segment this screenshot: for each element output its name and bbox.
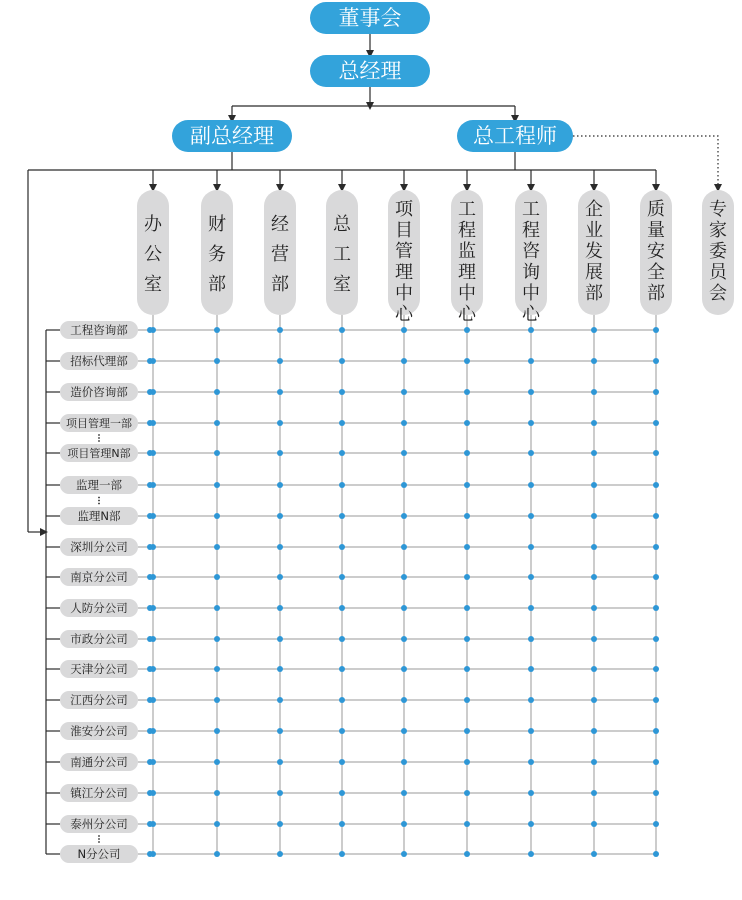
department-label bbox=[144, 214, 163, 295]
grid-dot bbox=[147, 697, 153, 703]
top-node-ce bbox=[457, 120, 573, 152]
department-supervision_center bbox=[451, 190, 483, 325]
grid-dot bbox=[277, 450, 283, 456]
grid-dot bbox=[401, 790, 407, 796]
unit-9 bbox=[60, 599, 138, 617]
top-node-dgm bbox=[172, 120, 292, 152]
grid-dot bbox=[339, 574, 345, 580]
department-label bbox=[271, 214, 289, 295]
grid-dot bbox=[464, 482, 470, 488]
department-label bbox=[333, 214, 352, 295]
department-label bbox=[395, 199, 414, 325]
grid-dot bbox=[653, 574, 659, 580]
top-node-label: 董事会 bbox=[338, 6, 402, 30]
department-label-char: 监 bbox=[458, 241, 476, 262]
grid-dot bbox=[214, 605, 220, 611]
unit-11 bbox=[60, 660, 138, 678]
grid-dot bbox=[653, 358, 659, 364]
department-label-char: 工 bbox=[333, 244, 351, 265]
grid-dot bbox=[653, 790, 659, 796]
grid-dot bbox=[277, 513, 283, 519]
grid-dot bbox=[214, 790, 220, 796]
grid-dot bbox=[653, 420, 659, 426]
grid-dot bbox=[147, 636, 153, 642]
grid-dot bbox=[277, 327, 283, 333]
department-label-char: 中 bbox=[522, 283, 540, 304]
grid-dot bbox=[147, 790, 153, 796]
unit-17 bbox=[60, 845, 138, 863]
grid-dot bbox=[401, 636, 407, 642]
department-label bbox=[458, 199, 477, 325]
ellipsis-dot bbox=[98, 841, 100, 843]
grid-dot bbox=[214, 450, 220, 456]
grid-dot bbox=[591, 759, 597, 765]
grid-dot bbox=[277, 759, 283, 765]
unit-5 bbox=[60, 476, 138, 504]
department-pm_center bbox=[388, 190, 420, 325]
ellipsis-dot bbox=[98, 497, 100, 499]
grid-dot bbox=[591, 482, 597, 488]
department-office bbox=[137, 190, 169, 315]
grid-dot bbox=[147, 574, 153, 580]
grid-dot bbox=[147, 450, 153, 456]
grid-dot bbox=[147, 482, 153, 488]
grid-dot bbox=[214, 327, 220, 333]
grid-dot bbox=[277, 636, 283, 642]
grid-dot bbox=[147, 666, 153, 672]
grid-dot bbox=[277, 420, 283, 426]
grid-dot bbox=[464, 544, 470, 550]
grid-dot bbox=[653, 851, 659, 857]
grid-dot bbox=[339, 666, 345, 672]
grid-dot bbox=[277, 544, 283, 550]
grid-dot bbox=[401, 420, 407, 426]
grid-dot bbox=[147, 327, 153, 333]
department-label-char: 心 bbox=[395, 304, 413, 325]
department-label-char: 工 bbox=[522, 199, 540, 220]
grid-dot bbox=[591, 327, 597, 333]
unit-label: 项目管理一部 bbox=[66, 417, 132, 430]
department-consulting_center bbox=[515, 190, 547, 325]
department-label-char: 室 bbox=[144, 274, 162, 295]
top-node-label: 总工程师 bbox=[473, 124, 557, 148]
grid-dot bbox=[464, 513, 470, 519]
grid-dot bbox=[464, 605, 470, 611]
grid-dot bbox=[653, 327, 659, 333]
department-label bbox=[522, 199, 541, 325]
unit-label: 监理一部 bbox=[76, 478, 122, 492]
department-label-char: 务 bbox=[208, 244, 226, 265]
unit-label: 市政分公司 bbox=[70, 632, 128, 646]
grid-dot bbox=[464, 821, 470, 827]
unit-7 bbox=[60, 538, 138, 556]
grid-dot bbox=[339, 358, 345, 364]
grid-dot bbox=[339, 513, 345, 519]
grid-dot bbox=[401, 728, 407, 734]
department-label-char: 咨 bbox=[522, 241, 540, 262]
department-quality_safety bbox=[640, 190, 672, 315]
unit-label: 淮安分公司 bbox=[70, 724, 128, 738]
grid-dot bbox=[147, 544, 153, 550]
unit-label: 项目管理N部 bbox=[67, 447, 131, 460]
department-label-char: 管 bbox=[395, 241, 413, 262]
department-label bbox=[647, 199, 665, 304]
unit-label: 深圳分公司 bbox=[70, 540, 128, 554]
unit-2 bbox=[60, 383, 138, 401]
grid-dot bbox=[591, 636, 597, 642]
grid-dot bbox=[214, 420, 220, 426]
unit-label: 镇江分公司 bbox=[70, 786, 128, 800]
department-label-char: 心 bbox=[522, 304, 540, 325]
unit-label: 南通分公司 bbox=[70, 755, 128, 769]
department-label-char: 询 bbox=[522, 262, 540, 283]
grid-dot bbox=[528, 389, 534, 395]
unit-label: 泰州分公司 bbox=[70, 817, 128, 831]
department-label-char: 理 bbox=[458, 262, 476, 283]
unit-label: 招标代理部 bbox=[70, 354, 128, 368]
grid-dot bbox=[214, 544, 220, 550]
grid-dot bbox=[653, 450, 659, 456]
unit-8 bbox=[60, 568, 138, 586]
grid-dot bbox=[591, 605, 597, 611]
unit-label: 造价咨询部 bbox=[70, 385, 128, 399]
department-label-char: 量 bbox=[647, 220, 665, 241]
grid-dot bbox=[528, 544, 534, 550]
grid-dot bbox=[277, 821, 283, 827]
grid-dot bbox=[147, 759, 153, 765]
unit-label: 人防分公司 bbox=[70, 601, 128, 615]
grid-dot bbox=[528, 358, 534, 364]
grid-dot bbox=[339, 327, 345, 333]
grid-dot bbox=[464, 851, 470, 857]
grid-dot bbox=[277, 482, 283, 488]
grid-dot bbox=[653, 544, 659, 550]
top-node-label: 副总经理 bbox=[190, 124, 274, 148]
grid-dot bbox=[528, 728, 534, 734]
grid-dot bbox=[528, 482, 534, 488]
grid-dot bbox=[277, 666, 283, 672]
grid-dot bbox=[528, 666, 534, 672]
grid-dot bbox=[464, 450, 470, 456]
department-label-char: 员 bbox=[709, 262, 727, 283]
grid-dot bbox=[464, 728, 470, 734]
top-node-label: 总经理 bbox=[338, 59, 402, 83]
grid-dot bbox=[528, 821, 534, 827]
grid-dot bbox=[528, 574, 534, 580]
unit-3 bbox=[60, 414, 138, 442]
grid-dot bbox=[528, 513, 534, 519]
grid-dot bbox=[147, 605, 153, 611]
ellipsis-dot bbox=[98, 434, 100, 436]
department-label-char: 全 bbox=[647, 262, 665, 283]
grid-dot bbox=[464, 697, 470, 703]
grid-dot bbox=[464, 666, 470, 672]
grid-dot bbox=[464, 790, 470, 796]
grid-dot bbox=[277, 697, 283, 703]
grid-dot bbox=[591, 544, 597, 550]
grid-dot bbox=[147, 851, 153, 857]
grid-dot bbox=[528, 790, 534, 796]
unit-label: 江西分公司 bbox=[70, 693, 128, 707]
ellipsis-dot bbox=[98, 838, 100, 840]
department-expert_committee bbox=[702, 190, 734, 315]
unit-label: 监理N部 bbox=[77, 509, 121, 523]
grid-dot bbox=[214, 666, 220, 672]
department-label-char: 部 bbox=[271, 274, 289, 295]
department-label-char: 工 bbox=[458, 199, 476, 220]
department-label-char: 公 bbox=[144, 244, 162, 265]
ellipsis-dot bbox=[98, 440, 100, 442]
grid-dot bbox=[528, 697, 534, 703]
grid-dot bbox=[464, 636, 470, 642]
department-label-char: 目 bbox=[395, 220, 413, 241]
department-label bbox=[208, 214, 226, 295]
department-label-char: 部 bbox=[585, 283, 603, 304]
grid-dot bbox=[653, 389, 659, 395]
grid-dot bbox=[147, 389, 153, 395]
grid-dot bbox=[591, 790, 597, 796]
grid-dot bbox=[214, 482, 220, 488]
grid-dot bbox=[147, 728, 153, 734]
grid-dot bbox=[401, 327, 407, 333]
grid-dot bbox=[214, 574, 220, 580]
grid-dot bbox=[214, 821, 220, 827]
grid-dot bbox=[147, 420, 153, 426]
department-label-char: 程 bbox=[458, 220, 476, 241]
department-label-char: 办 bbox=[144, 214, 162, 235]
department-label-char: 理 bbox=[395, 262, 413, 283]
unit-1 bbox=[60, 352, 138, 370]
ellipsis-dot bbox=[98, 835, 100, 837]
department-label-char: 营 bbox=[271, 244, 289, 265]
grid-dot bbox=[591, 697, 597, 703]
grid-dot bbox=[401, 821, 407, 827]
unit-label: 天津分公司 bbox=[70, 662, 128, 676]
grid-dot bbox=[339, 759, 345, 765]
unit-nodes bbox=[60, 321, 138, 863]
department-label-char: 安 bbox=[647, 241, 665, 262]
department-engineering_office bbox=[326, 190, 358, 315]
grid-dot bbox=[339, 605, 345, 611]
grid-dot bbox=[591, 728, 597, 734]
unit-0 bbox=[60, 321, 138, 339]
grid-dot bbox=[277, 790, 283, 796]
department-label-char: 企 bbox=[585, 199, 603, 220]
grid-dot bbox=[277, 728, 283, 734]
grid-dot bbox=[401, 544, 407, 550]
grid-dot bbox=[214, 513, 220, 519]
grid-dot bbox=[528, 851, 534, 857]
grid-dot bbox=[147, 821, 153, 827]
ellipsis-dot bbox=[98, 437, 100, 439]
department-enterprise_dev bbox=[578, 190, 610, 315]
grid-dot bbox=[401, 482, 407, 488]
grid-dot bbox=[401, 358, 407, 364]
department-label-char: 业 bbox=[585, 220, 603, 241]
grid-dot bbox=[464, 759, 470, 765]
grid-dot bbox=[653, 759, 659, 765]
grid-dot bbox=[339, 697, 345, 703]
grid-dot bbox=[214, 358, 220, 364]
grid-dot bbox=[401, 666, 407, 672]
grid-dot bbox=[464, 389, 470, 395]
department-label-char: 发 bbox=[585, 241, 603, 262]
grid-dot bbox=[464, 574, 470, 580]
unit-label: 工程咨询部 bbox=[70, 323, 128, 337]
grid-dot bbox=[339, 636, 345, 642]
grid-dot bbox=[528, 759, 534, 765]
grid-dot bbox=[277, 358, 283, 364]
department-label-char: 家 bbox=[709, 220, 727, 241]
grid-dot bbox=[401, 574, 407, 580]
grid-dot bbox=[401, 389, 407, 395]
grid-dot bbox=[528, 636, 534, 642]
grid-dot bbox=[339, 450, 345, 456]
grid-dot bbox=[277, 389, 283, 395]
matrix-grid bbox=[46, 315, 656, 854]
department-label-char: 专 bbox=[709, 199, 727, 220]
unit-10 bbox=[60, 630, 138, 648]
grid-dot bbox=[591, 666, 597, 672]
expert-committee-dotted-line bbox=[573, 136, 718, 188]
department-label-char: 中 bbox=[395, 283, 413, 304]
grid-dot bbox=[653, 482, 659, 488]
top-node-gm bbox=[310, 55, 430, 87]
grid-dot bbox=[339, 790, 345, 796]
grid-dot bbox=[591, 450, 597, 456]
unit-16 bbox=[60, 815, 138, 843]
department-label bbox=[585, 199, 603, 304]
unit-label: N分公司 bbox=[77, 847, 121, 861]
department-label-char: 部 bbox=[647, 283, 665, 304]
department-business bbox=[264, 190, 296, 315]
department-label-char: 总 bbox=[333, 214, 351, 235]
grid-dot bbox=[147, 358, 153, 364]
grid-dot bbox=[401, 513, 407, 519]
grid-dot bbox=[401, 450, 407, 456]
department-label-char: 程 bbox=[522, 220, 540, 241]
department-nodes bbox=[137, 190, 734, 325]
grid-dot bbox=[653, 697, 659, 703]
department-label-char: 财 bbox=[208, 214, 226, 235]
grid-dot bbox=[591, 574, 597, 580]
unit-15 bbox=[60, 784, 138, 802]
grid-dot bbox=[591, 389, 597, 395]
grid-dot bbox=[591, 513, 597, 519]
ellipsis-dot bbox=[98, 500, 100, 502]
grid-dot bbox=[401, 605, 407, 611]
grid-dot bbox=[653, 666, 659, 672]
department-label-char: 心 bbox=[458, 304, 476, 325]
grid-dot bbox=[339, 420, 345, 426]
grid-dot bbox=[653, 605, 659, 611]
department-label-char: 中 bbox=[458, 283, 476, 304]
department-label bbox=[709, 199, 729, 304]
department-label-char: 项 bbox=[395, 199, 413, 220]
grid-dot bbox=[214, 697, 220, 703]
department-label-char: 委 bbox=[709, 241, 727, 262]
grid-dot bbox=[214, 636, 220, 642]
unit-14 bbox=[60, 753, 138, 771]
grid-dot bbox=[591, 420, 597, 426]
grid-dot bbox=[464, 420, 470, 426]
unit-4 bbox=[60, 444, 138, 462]
grid-dot bbox=[339, 821, 345, 827]
grid-dot bbox=[653, 636, 659, 642]
grid-dots bbox=[147, 327, 659, 857]
grid-dot bbox=[214, 389, 220, 395]
ellipsis-dot bbox=[98, 503, 100, 505]
grid-dot bbox=[653, 513, 659, 519]
department-label-char: 部 bbox=[208, 274, 226, 295]
grid-dot bbox=[339, 728, 345, 734]
grid-dot bbox=[528, 605, 534, 611]
grid-dot bbox=[528, 420, 534, 426]
leadership-nodes bbox=[172, 2, 573, 152]
grid-dot bbox=[339, 851, 345, 857]
department-label-char: 会 bbox=[709, 283, 727, 304]
unit-6 bbox=[60, 507, 138, 525]
unit-label: 南京分公司 bbox=[70, 570, 128, 584]
grid-dot bbox=[401, 697, 407, 703]
department-label-char: 室 bbox=[333, 274, 351, 295]
grid-dot bbox=[528, 450, 534, 456]
grid-dot bbox=[591, 851, 597, 857]
grid-dot bbox=[591, 358, 597, 364]
unit-12 bbox=[60, 691, 138, 709]
grid-dot bbox=[401, 759, 407, 765]
grid-dot bbox=[653, 821, 659, 827]
grid-dot bbox=[339, 482, 345, 488]
grid-dot bbox=[464, 327, 470, 333]
grid-dot bbox=[339, 389, 345, 395]
grid-dot bbox=[214, 728, 220, 734]
grid-dot bbox=[214, 759, 220, 765]
grid-dot bbox=[277, 851, 283, 857]
department-label-char: 经 bbox=[271, 214, 289, 235]
department-finance bbox=[201, 190, 233, 315]
grid-dot bbox=[528, 327, 534, 333]
top-node-board bbox=[310, 2, 430, 34]
grid-dot bbox=[653, 728, 659, 734]
department-label-char: 展 bbox=[585, 262, 603, 283]
grid-dot bbox=[401, 851, 407, 857]
grid-dot bbox=[147, 513, 153, 519]
grid-dot bbox=[277, 605, 283, 611]
unit-13 bbox=[60, 722, 138, 740]
department-label-char: 质 bbox=[647, 199, 665, 220]
grid-dot bbox=[464, 358, 470, 364]
grid-dot bbox=[339, 544, 345, 550]
grid-dot bbox=[591, 821, 597, 827]
grid-dot bbox=[214, 851, 220, 857]
grid-dot bbox=[277, 574, 283, 580]
